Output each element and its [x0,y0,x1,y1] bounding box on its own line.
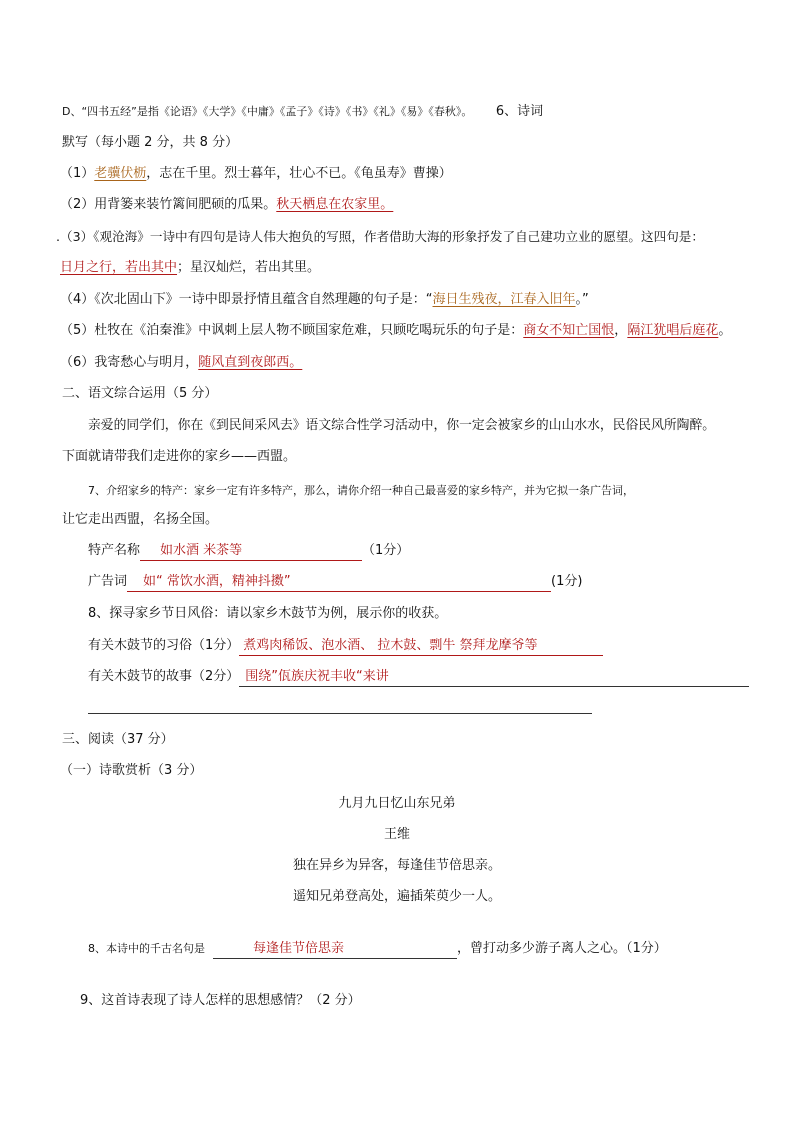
q1-number: （1） [60,166,95,181]
q3-rest: ；星汉灿烂，若出其里。 [177,260,321,275]
q6-prefix: 6、诗词 [495,104,544,119]
dictation-heading: 默写（每小题 2 分，共 8 分） [62,135,239,150]
dictation-q4 [60,291,589,309]
q7-text: 7、介绍家乡的特产：家乡一定有许多特产，那么，请你介绍一种自己最喜爱的家乡特产，并为它拟一条广告词， [88,484,634,497]
product-blank [140,542,362,561]
product-answer: 如水酒 米茶等 [160,543,243,558]
story-row [88,668,749,687]
story-answer: 围绕”佤族庆祝丰收“来讲 [245,669,389,684]
q5-answer-2: 隔江犹唱后庭花 [627,323,719,338]
dictation-q6 [60,354,302,372]
q5-end: 。 [718,323,732,338]
section2-intro-1: 亲爱的同学们，你在《到民间采风去》语文综合性学习活动中，你一定会被家乡的山山水水，民俗民风所陶醉。 [88,418,716,433]
ad-answer: 如“ 常饮水酒，精神抖擞” [143,574,291,589]
ad-blank [127,573,551,592]
option-d-line [62,103,543,121]
custom-blank [239,637,603,656]
q8-poem-answer: 每逢佳节倍思亲 [253,941,345,956]
q8-poem-suffix: ，曾打动多少游子离人之心。（1分） [457,941,667,956]
poem-title: 九月九日忆山东兄弟 [338,796,456,811]
story-blank [239,668,749,687]
custom-row [88,637,603,656]
story-blank-line-2 [88,713,592,714]
dictation-q5 [60,322,731,340]
section3-heading: 三、阅读（37 分） [62,732,174,747]
q8-poem-blank [213,940,457,959]
q7-text-2: 让它走出西盟，名扬全国。 [62,512,219,527]
poem-line-1: 独在异乡为异客，每逢佳节倍思亲。 [292,858,501,873]
ad-row [88,573,582,592]
product-row [88,542,409,561]
q4-answer: 海日生残夜，江春入旧年 [432,292,576,307]
q5-text: （5）杜牧在《泊秦淮》中讽刺上层人物不顾国家危难，只顾吃喝玩乐的句子是： [60,323,524,338]
q8-text: 8、探寻家乡节日风俗：请以家乡木鼓节为例，展示你的收获。 [88,606,448,621]
q4-end: 。” [575,292,589,307]
q5-sep: ， [614,323,628,338]
q8-poem-prefix: 8、本诗中的千古名句是 [88,942,205,955]
option-d-text: D、“四书五经”是指《论语》《大学》《中庸》《孟子》《诗》《书》《礼》《易》《春秋》。 [62,105,473,118]
q6-answer: 随风直到夜郎西。 [198,355,303,370]
q5-answer-1: 商女不知亡国恨 [523,323,615,338]
product-label: 特产名称 [88,543,141,558]
custom-label: 有关木鼓节的习俗（1分） [88,638,240,653]
q4-text: （4）《次北固山下》一诗中即景抒情且蕴含自然理趣的句子是：“ [60,292,433,307]
q8-poem-row [88,940,667,959]
product-score: （1分） [362,543,410,558]
dictation-q2 [60,196,393,214]
section2-heading: 二、语文综合运用（5 分） [62,386,218,401]
q6-text: （6）我寄愁心与明月， [60,355,199,370]
q3-answer: 日月之行，若出其中 [60,260,178,275]
custom-answer: 煮鸡肉稀饭、泡水酒、 拉木鼓、剽牛 祭拜龙摩爷等 [243,638,538,653]
ad-label: 广告词 [88,574,128,589]
q1-rest: ，志在千里。烈士暮年，壮心不已。《龟虽寿》曹操） [146,166,452,181]
dictation-q3-answer-line [60,259,320,277]
section2-intro-2: 下面就请带我们走进你的家乡——西盟。 [62,449,297,464]
q2-answer: 秋天栖息在农家里。 [276,197,394,212]
poem-line-2: 遥知兄弟登高处，遍插茱萸少一人。 [292,889,501,904]
story-label: 有关木鼓节的故事（2分） [88,669,240,684]
poem-author: 王维 [383,827,410,842]
section3-sub1: （一）诗歌赏析（3 分） [60,763,203,778]
dictation-q3: .（3）《观沧海》一诗中有四句是诗人伟大抱负的写照，作者借助大海的形象抒发了自己建功立业的愿望。这四句是： [56,229,704,244]
q9-text: 9、这首诗表现了诗人怎样的思想感情？（2 分） [80,993,361,1008]
q1-answer: 老骥伏枥 [94,166,147,181]
dictation-q1 [60,165,452,183]
ad-score: (1分) [551,574,583,589]
q2-text: （2）用背篓来装竹篱间肥硕的瓜果。 [60,197,277,212]
